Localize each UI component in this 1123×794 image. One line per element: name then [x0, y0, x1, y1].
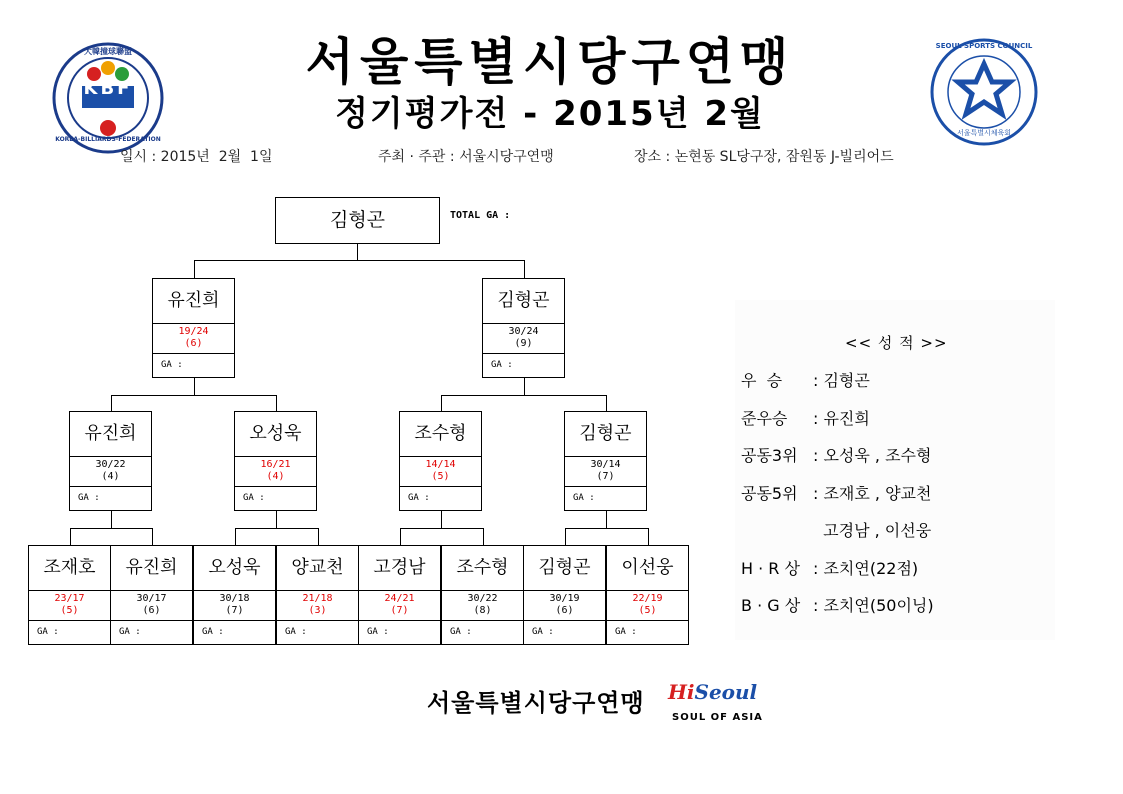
bracket-connector	[235, 528, 319, 529]
result-row	[741, 368, 870, 391]
result-value: : 조재호 , 양교천	[813, 483, 932, 503]
player-name: 조재호	[28, 545, 111, 591]
score-value: 21/18	[302, 593, 333, 604]
total-ga-label: TOTAL GA :	[450, 210, 511, 221]
event-host: 주최 · 주관 : 서울시당구연맹	[378, 149, 554, 165]
score-value: 30/17	[136, 593, 167, 604]
innings-value: (7)	[390, 605, 409, 616]
player-score	[358, 591, 441, 621]
innings-value: (6)	[555, 605, 574, 616]
result-value: : 오성욱 , 조수형	[813, 446, 932, 465]
result-row	[741, 443, 931, 466]
result-value: : 조치연(22점)	[813, 558, 919, 578]
bracket-connector	[565, 528, 649, 529]
player-score	[193, 591, 276, 621]
player-name: 김형곤	[482, 278, 565, 324]
player-score	[399, 457, 482, 487]
bracket-connector	[111, 395, 112, 411]
score-value: 30/22	[467, 593, 498, 604]
player-name: 김형곤	[523, 545, 606, 591]
player-score	[564, 457, 647, 487]
kbf-logo-letters: KBF	[83, 78, 133, 99]
player-score	[441, 591, 524, 621]
bracket-connector	[111, 511, 112, 528]
footer-slogan: SOUL OF ASIA	[672, 712, 763, 723]
player-name: 이선웅	[606, 545, 689, 591]
player-name: 김형곤	[564, 411, 647, 457]
ga-field: GA :	[193, 621, 276, 645]
player-node	[441, 545, 524, 645]
player-score	[482, 324, 565, 354]
score-value: 16/21	[260, 459, 291, 470]
ga-field: GA :	[441, 621, 524, 645]
player-node	[399, 411, 482, 511]
player-name: 고경남	[358, 545, 441, 591]
player-node	[69, 411, 152, 511]
player-node	[28, 545, 111, 645]
bracket-connector	[111, 395, 277, 396]
bracket-connector	[70, 528, 153, 529]
score-value: 14/14	[425, 459, 456, 470]
innings-value: (6)	[142, 605, 161, 616]
bracket-connector	[357, 244, 358, 260]
bracket-connector	[441, 395, 442, 411]
player-score	[276, 591, 359, 621]
player-node	[234, 411, 317, 511]
innings-value: (3)	[308, 605, 327, 616]
player-name: 유진희	[110, 545, 193, 591]
bracket-connector	[152, 528, 153, 545]
result-label: B · G 상	[741, 596, 801, 615]
council-logo-bottom-text: 서울특별시체육회	[956, 129, 1012, 137]
bracket-connector	[235, 528, 236, 545]
bracket-connector	[565, 528, 566, 545]
result-label: H · R 상	[741, 558, 800, 578]
player-name: 오성욱	[193, 545, 276, 591]
innings-value: (9)	[514, 338, 533, 349]
bracket-connector	[441, 395, 607, 396]
player-name: 조수형	[441, 545, 524, 591]
score-value: 23/17	[54, 593, 85, 604]
result-label: 공동5위	[741, 483, 798, 503]
result-row	[741, 593, 934, 616]
bracket-connector	[441, 511, 442, 528]
bracket-connector	[276, 395, 277, 411]
bracket-connector	[648, 528, 649, 545]
innings-value: (7)	[225, 605, 244, 616]
ga-field: GA :	[276, 621, 359, 645]
ga-field: GA :	[234, 487, 317, 511]
player-node	[606, 545, 689, 645]
player-name: 조수형	[399, 411, 482, 457]
footer-org-name: 서울특별시당구연맹	[427, 689, 645, 717]
ga-field: GA :	[152, 354, 235, 378]
results-panel	[735, 300, 1055, 640]
champion-box: 김형곤	[275, 197, 440, 244]
player-node	[358, 545, 441, 645]
council-logo-ring-text: SEOUL SPORTS COUNCIL	[935, 42, 1033, 50]
player-node	[564, 411, 647, 511]
score-value: 24/21	[384, 593, 415, 604]
innings-value: (4)	[266, 471, 285, 482]
bracket-connector	[194, 378, 195, 395]
player-score	[152, 324, 235, 354]
ga-field: GA :	[482, 354, 565, 378]
bracket-connector	[400, 528, 484, 529]
player-score	[234, 457, 317, 487]
page-subtitle: 정기평가전 - 2015년 2월	[335, 94, 765, 134]
result-row	[741, 518, 931, 541]
score-value: 30/22	[95, 459, 126, 470]
player-node	[152, 278, 235, 378]
event-date: 일시 : 2015년 2월 1일	[120, 149, 273, 165]
innings-value: (5)	[60, 605, 79, 616]
bracket-connector	[194, 260, 195, 278]
score-value: 19/24	[178, 326, 209, 337]
player-name: 오성욱	[234, 411, 317, 457]
ga-field: GA :	[28, 621, 111, 645]
player-score	[110, 591, 193, 621]
bracket-connector	[483, 528, 484, 545]
result-label: 준우승	[741, 408, 788, 428]
bracket-connector	[70, 528, 71, 545]
results-title: << 성 적 >>	[845, 334, 948, 352]
bracket-connector	[318, 528, 319, 545]
result-label: 공동3위	[741, 446, 798, 465]
ga-field: GA :	[523, 621, 606, 645]
score-value: 22/19	[632, 593, 663, 604]
hi-seoul-logo: HiSeoul	[668, 680, 758, 704]
result-row	[741, 556, 918, 579]
kbf-logo-ring-text: KOREA-BILLIARDS-FEDERATION	[55, 136, 161, 143]
player-name: 유진희	[152, 278, 235, 324]
player-node	[523, 545, 606, 645]
ga-field: GA :	[606, 621, 689, 645]
result-label: 우 승	[741, 371, 783, 390]
bracket-connector	[606, 511, 607, 528]
result-value: 고경남 , 이선웅	[813, 521, 932, 540]
player-score	[523, 591, 606, 621]
bracket-connector	[524, 378, 525, 395]
bracket-connector	[606, 395, 607, 411]
innings-value: (5)	[638, 605, 657, 616]
ga-field: GA :	[399, 487, 482, 511]
player-node	[193, 545, 276, 645]
bracket-connector	[276, 511, 277, 528]
result-value: : 유진희	[813, 408, 870, 428]
ga-field: GA :	[358, 621, 441, 645]
bracket-connector	[194, 260, 525, 261]
player-name: 유진희	[69, 411, 152, 457]
innings-value: (5)	[431, 471, 450, 482]
player-node	[110, 545, 193, 645]
ga-field: GA :	[69, 487, 152, 511]
innings-value: (7)	[596, 471, 615, 482]
innings-value: (8)	[473, 605, 492, 616]
player-node	[276, 545, 359, 645]
innings-value: (4)	[101, 471, 120, 482]
result-row	[741, 406, 870, 429]
player-score	[28, 591, 111, 621]
ga-field: GA :	[564, 487, 647, 511]
bracket-connector	[524, 260, 525, 278]
result-value: : 김형곤	[813, 371, 870, 390]
score-value: 30/14	[590, 459, 621, 470]
player-score	[69, 457, 152, 487]
player-name: 양교천	[276, 545, 359, 591]
score-value: 30/19	[549, 593, 580, 604]
event-venue: 장소 : 논현동 SL당구장, 잠원동 J-빌리어드	[634, 149, 894, 165]
score-value: 30/24	[508, 326, 539, 337]
page-title: 서울특별시당구연맹	[305, 33, 795, 91]
innings-value: (6)	[184, 338, 203, 349]
score-value: 30/18	[219, 593, 250, 604]
result-row	[741, 481, 931, 504]
ga-field: GA :	[110, 621, 193, 645]
kbf-logo-top-text: 大韓撞球聯盟	[84, 47, 132, 56]
player-score	[606, 591, 689, 621]
bracket-connector	[400, 528, 401, 545]
result-value: : 조치연(50이닝)	[813, 596, 934, 615]
player-node	[482, 278, 565, 378]
